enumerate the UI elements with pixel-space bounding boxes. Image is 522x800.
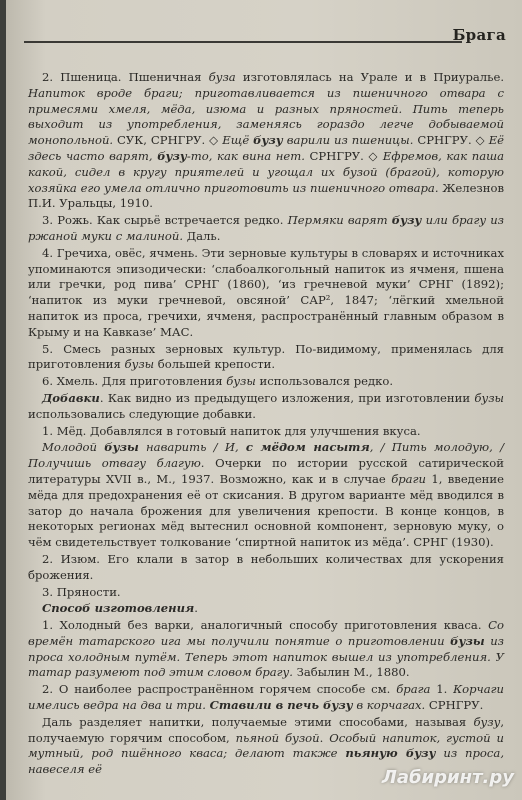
text-segment: из проса, навеселя её — [28, 746, 505, 777]
text-segment: бузы — [450, 633, 485, 648]
text-segment: бузу — [253, 133, 283, 148]
text-segment: Её здесь часто варят, — [28, 133, 505, 163]
text-segment: бузы — [124, 357, 155, 372]
text-segment: изготовлялась на Урале и в Приуралье. — [235, 70, 505, 84]
text-segment: Ефремов, как паша какой, сидел в кругу приятелей и угощал их бузой (брагой), которую хозяйка его умела отлично приготовить из пшеничного отвара. — [28, 148, 505, 195]
text-segment: бузы — [104, 440, 139, 455]
text-segment: -то, как вина нет. — [186, 148, 305, 163]
paragraph — [28, 440, 504, 551]
text-segment: Способ изготовления — [42, 601, 195, 616]
running-head — [6, 16, 522, 50]
text-segment: Напиток вроде браги; приготавливается из пшеничного отвара с примесями хмеля, мёда, изюма и разных пряностей. Пить теперь выходит из употребления, заменяясь гораздо легче добываемой монопольной. — [28, 85, 504, 148]
text-segment: Корчаги имелись ведра на два и три. — [28, 682, 504, 713]
text-segment: использовался редко. — [255, 374, 394, 389]
text-segment: Железнов П.И. Уральцы, 1910. — [28, 180, 504, 211]
paragraph — [28, 70, 504, 212]
text-segment: Пермяки варят — [287, 213, 392, 228]
text-segment: брага — [396, 682, 431, 697]
text-segment: буза — [208, 70, 236, 84]
text-segment: Очерки по истории русской сатирической литературы XVII в., М., 1937. Возможно, как и в случае — [28, 456, 505, 486]
text-segment: . — [319, 730, 330, 745]
text-segment: 2. Изюм. Его клали в затор в небольших количествах для ускорения брожения. — [28, 551, 504, 582]
header-rule — [24, 41, 462, 43]
text-segment: СРНГРУ. ◇ — [413, 133, 489, 148]
text-segment: 5. Смесь разных зерновых культур. По-видимому, применялась для приготовления — [28, 341, 504, 372]
text-segment: 6. Хмель. Для приготовления — [42, 374, 227, 389]
text-segment: пьяную бузу — [345, 746, 436, 761]
book-page — [6, 0, 522, 800]
text-segment: Ещё — [222, 133, 254, 148]
text-segment: бузу — [473, 714, 501, 729]
text-segment: СРНГРУ. ◇ — [304, 148, 383, 163]
text-segment: Особый напиток, густой и мутный, род пшённого кваса; делают также — [28, 730, 505, 761]
text-segment: 1. Мёд. Добавлялся в готовый напиток для улучшения вкуса. — [42, 423, 421, 438]
paragraph — [28, 391, 504, 423]
text-segment: Ставили в печь бузу — [209, 698, 353, 713]
text-segment: 4. Гречиха, овёс, ячмень. Эти зерновые культуры в словарях и источниках упоминаются эпизодически: ‘слабоалкогольный напиток из ячменя, пшена или гречки, род пива’ СРНГ (1860), ‘из гречневой муки’ СРНГ (1892); ‘напиток из муки гречневой, овсяной’ САР², 1847; ‘лёгкий хмельной напиток из проса, гречихи, ячменя, распространённый главным образом в Крыму и на Кавказе’ МАС. — [28, 245, 504, 339]
text-segment: 1. Холодный без варки, аналогичный способу приготовления кваса. — [42, 618, 489, 633]
text-segment: Даль разделяет напитки, получаемые этими способами, называя — [42, 714, 474, 729]
paragraph — [28, 552, 504, 584]
body-text — [28, 70, 504, 778]
text-segment: Забылин М., 1880. — [292, 665, 410, 680]
text-segment: 1. — [430, 682, 454, 697]
running-head-title: Брага — [452, 26, 506, 44]
text-segment: Даль. — [183, 228, 221, 243]
paragraph — [28, 342, 504, 374]
text-segment: варили из пшеницы. — [282, 133, 414, 148]
text-segment: , / Пить молодую, / Получишь отвагу благую. — [28, 440, 504, 471]
text-segment: . Как видно из предыдущего изложения, при изготовлении — [99, 390, 475, 405]
text-segment: или брагу из ржаной муки с малиной. — [28, 213, 504, 243]
paragraph — [28, 682, 504, 714]
paragraph — [28, 246, 504, 341]
text-segment: СРНГРУ. — [425, 698, 484, 713]
text-segment: . — [194, 601, 198, 616]
text-segment: , получаемую горячим способом, — [28, 714, 504, 745]
paragraph — [28, 585, 504, 601]
text-segment: 3. Рожь. Как сырьё встречается редко. — [42, 213, 288, 228]
paragraph — [28, 618, 504, 681]
text-segment: 3. Пряности. — [42, 584, 121, 599]
text-segment: Молодой — [42, 440, 105, 455]
text-segment: Со времён татарского ига мы получили понятие о приготовлении — [28, 618, 504, 648]
text-segment: большей крепости. — [154, 357, 276, 372]
watermark-logo: Лабиринт.ру — [381, 767, 514, 788]
text-segment: наварить / И, — [138, 440, 246, 455]
text-segment: Добавки — [42, 390, 100, 405]
text-segment: бузу — [157, 148, 187, 163]
paragraph — [28, 213, 504, 245]
text-segment: пьяной бузой — [235, 730, 320, 745]
paragraph — [28, 374, 504, 390]
text-segment: с мёдом насытя — [245, 440, 370, 455]
text-segment: 2. О наиболее распространённом горячем способе см. — [42, 682, 397, 697]
text-segment: СУК, СРНГРУ. ◇ — [113, 133, 223, 148]
text-segment: бузы — [474, 390, 504, 405]
text-segment: бузу — [391, 213, 422, 228]
paragraph — [28, 424, 504, 440]
text-segment: из проса холодным путём. Теперь этот напиток вышел из употребления. У татар разумеют под этим словом брагу. — [28, 633, 504, 680]
text-segment: 1, введение мёда для предохранения её от скисания. В другом варианте мёд вводился в затор до начала брожения для увеличения крепости. В конце концов, в некоторых регионах мёд вытеснил основной компонент, зерновую муку, о чём свидетельствует толкование ‘спиртной напиток из мёда’. СРНГ (1930). — [28, 471, 504, 550]
text-segment: использовались следующие добавки. — [28, 406, 256, 421]
text-segment: 2. Пшеница. Пшеничная — [42, 70, 209, 84]
text-segment: браги — [391, 471, 426, 486]
text-segment: в корчагах. — [352, 698, 426, 713]
text-segment: бузы — [226, 374, 256, 389]
paragraph — [28, 601, 504, 617]
